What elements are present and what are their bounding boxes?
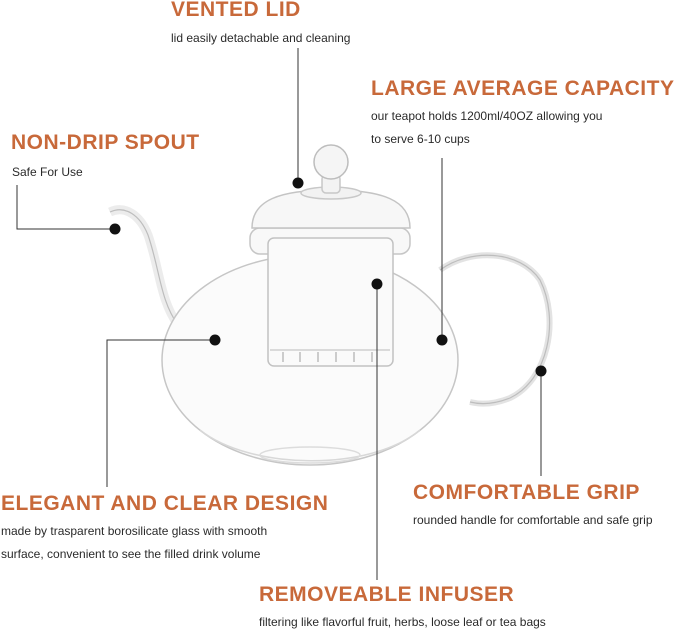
teapot-spout bbox=[110, 210, 185, 332]
design-desc-line2: surface, convenient to see the filled drink volume bbox=[1, 547, 261, 561]
infuser-title: REMOVEABLE INFUSER bbox=[259, 583, 515, 606]
marker-infuser bbox=[372, 279, 383, 290]
capacity-title: LARGE AVERAGE CAPACITY bbox=[371, 77, 675, 100]
vented-lid-title: VENTED LID bbox=[171, 0, 301, 21]
glass-teapot bbox=[110, 145, 550, 465]
capacity-desc-line1: our teapot holds 1200ml/40OZ allowing you bbox=[371, 109, 603, 123]
spout-desc: Safe For Use bbox=[12, 165, 83, 179]
vented-lid-desc: lid easily detachable and cleaning bbox=[171, 31, 351, 45]
capacity-desc-line2: to serve 6-10 cups bbox=[371, 132, 470, 146]
spout-title: NON-DRIP SPOUT bbox=[11, 131, 200, 154]
teapot-handle bbox=[440, 255, 550, 403]
marker-design bbox=[210, 335, 221, 346]
teapot-infuser bbox=[268, 238, 393, 366]
design-title: ELEGANT AND CLEAR DESIGN bbox=[1, 492, 329, 515]
marker-grip bbox=[536, 366, 547, 377]
grip-desc: rounded handle for comfortable and safe grip bbox=[413, 513, 653, 527]
leader-spout bbox=[17, 185, 115, 229]
design-desc-line1: made by trasparent borosilicate glass with smooth bbox=[1, 524, 268, 538]
infuser-desc: filtering like flavorful fruit, herbs, loose leaf or tea bags bbox=[259, 615, 546, 629]
marker-vented-lid bbox=[293, 178, 304, 189]
grip-title: COMFORTABLE GRIP bbox=[413, 481, 640, 504]
marker-spout bbox=[110, 224, 121, 235]
lid-knob bbox=[314, 145, 348, 179]
marker-capacity bbox=[437, 335, 448, 346]
